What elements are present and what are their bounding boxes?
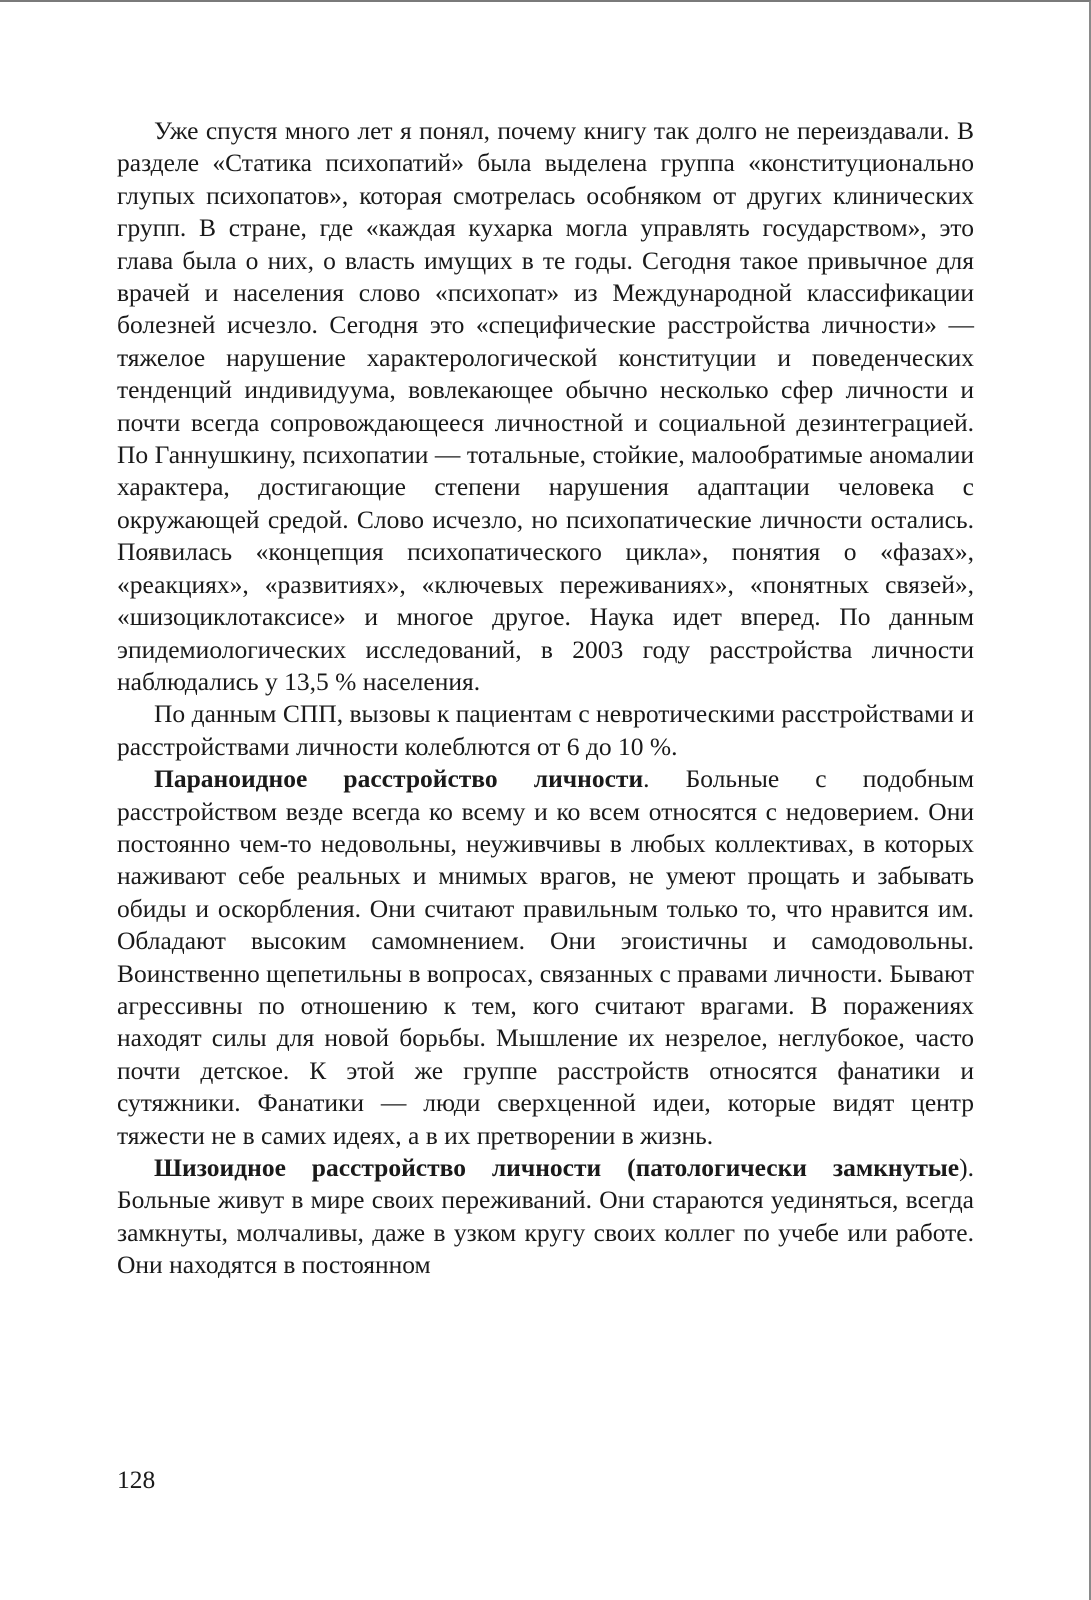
- page-number: 128: [117, 1465, 156, 1494]
- paranoid-disorder-heading: Параноидное расстройство личности: [154, 764, 644, 794]
- paragraph-text: По данным СПП, вызовы к пациентам с невротическими расстройствами и расстройствами личности колеблются от 6 до 10 %.: [117, 699, 974, 761]
- paragraph-schizoid-disorder: [117, 1152, 974, 1282]
- page-body-text: [117, 115, 974, 1282]
- paragraph-paranoid-disorder: [117, 763, 974, 1152]
- paragraph-spp-statistics: [117, 698, 974, 763]
- schizoid-disorder-heading: Шизоидное расстройство личности (патологически замкнутые: [154, 1153, 960, 1182]
- paragraph-text: Уже спустя много лет я понял, почему книгу так долго не переиздавали. В разделе «Статика психопатий» была выделена группа «конституционально глупых психопатов», которая смотрелась особняком от других клинических групп. В стране, где «каждая кухарка могла управлять государством», это глава была о них, о власть имущих в те годы. Сегодня такое привычное для врачей и населения слово «психопат» из Международной классификации болезней исчезло. Сегодня это «специфические расстройства личности» — тяжелое нарушение характерологической конституции и поведенческих тенденций индивидуума, вовлекающее обычно несколько сфер личности и почти всегда сопровождающееся личностной и социальной дезинтеграцией. По Ганнушкину, психопатии — тотальные, стойкие, малообратимые аномалии характера, достигающие степени нарушения адаптации человека с окружающей средой. Слово исчезло, но психопатические личности остались. Появилась «концепция психопатического цикла», понятия о «фазах», «реакциях», «развитиях», «ключевых переживаниях», «понятных связей», «шизоциклотаксисе» и многое другое. Наука идет вперед. По данным эпидемиологических исследований, в 2003 году расстройства личности наблюдались у 13,5 % населения.: [117, 116, 974, 696]
- paragraph-psychopathy-history: [117, 115, 974, 698]
- paragraph-text: ). Больные живут в мире своих переживаний. Они стараются уединяться, всегда замкнуты, молчаливы, даже в узком кругу своих коллег по учебе или работе. Они находятся в постоянном: [117, 1153, 974, 1280]
- paragraph-text: . Больные с подобным расстройством везде всегда ко всему и ко всем относятся с недоверием. Они постоянно чем-то недовольны, неуживчивы в любых коллективах, в которых наживают себе реальных и мнимых врагов, не умеют прощать и забывать обиды и оскорбления. Они считают правильным только то, что нравится им. Обладают высоким самомнением. Они эгоистичны и самодовольны. Воинственно щепетильны в вопросах, связанных с правами личности. Бывают агрессивны по отношению к тем, кого считают врагами. В поражениях находят силы для новой борьбы. Мышление их незрелое, неглубокое, часто почти детское. К этой же группе расстройств относятся фанатики и сутяжники. Фанатики — люди сверхценной идеи, которые видят центр тяжести не в самих идеях, а в их претворении в жизнь.: [117, 764, 974, 1150]
